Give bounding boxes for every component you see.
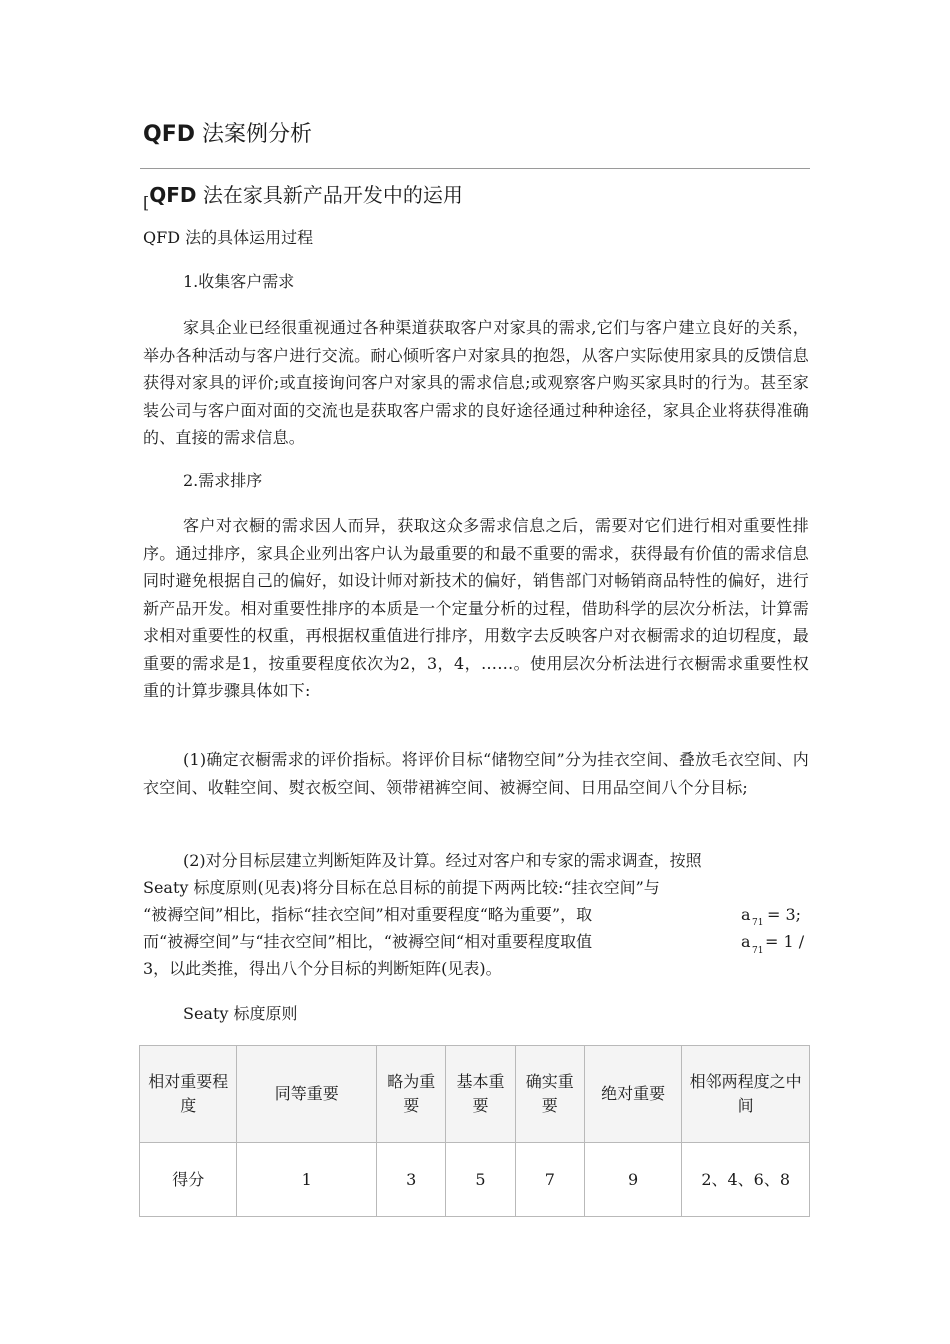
table-header-cell: 相对重要程度 [140,1046,237,1143]
table-header-cell: 绝对重要 [584,1046,681,1143]
table-cell: 3 [377,1143,446,1217]
table-header-cell: 相邻两程度之中间 [682,1046,810,1143]
formula-a71-term: a [741,905,751,924]
table-caption: Seaty 标度原则 [183,1004,298,1023]
table-header-cell: 略为重要 [377,1046,446,1143]
table-cell: 5 [446,1143,515,1217]
table-header-cell: 确实重要 [515,1046,584,1143]
paragraph-evaluation-indicators: (1)确定衣橱需求的评价指标。将评价目标“储物空间”分为挂衣空间、叠放毛衣空间、内衣空间、收鞋空间、熨衣板空间、领带裙裤空间、被褥空间、日用品空间八个分目标; [143,750,809,797]
step-2-heading: 2.需求排序 [183,471,263,490]
seaty-scale-table [139,1045,810,1217]
document-page: QFD 法案例分析 $_[$QFD 法在家具新产品开发中的运用 QFD 法的具体运用过程 1.收集客户需求 家具企业已经很重视通过各种渠道获取客户对家具的需求,它们与客户建立良好的关系，举办各种活动与客户进行交流。耐心倾听客户对家具的抱怨，从客户实际使用家具的反馈信息获得对家具的评价;或直接询问客户对家具的需求信息;或观察客户购买家具时的行为。甚至家装公司与客户面对面的交流也是获取客户需求的良好途径通过种种途径，家具企业将获得准确的、直接的需求信息。 2.需求排序 客户对衣橱的需求因人而异，获取这众多需求信息之后，需要对它们进行相对重要性排序。通过排序，家具企业列出客户认为最重要的和最不重要的需求，获得最有价值的需求信息同时避免根据自己的偏好，如设计师对新技术的偏好，销售部门对畅销商品特性的偏好，进行新产品开发。相对重要性排序的本质是一个定量分析的过程，借助科学的层次分析法，计算需求相对重要性的权重，再根据权重值进行排序，用数字去反映客户对衣橱需求的迫切程度，最重要的需求是1，按重要程度依次为2，3，4，……。使用层次分析法进行衣橱需求重要性权重的计算步骤具体如下: (1)确定衣橱需求的评价指标。将评价目标“储物空间”分为挂衣空间、叠放毛衣空间、内衣空间、收鞋空间、熨衣板空间、领带裙裤空间、被褥空间、日用品空间八个分目标; (2)对分目标层建立判断矩阵及计算。经过对客户和专家的需求调查，按照 Seaty 标度原则(见表)将分目标在总目标的前提下两两比较:“挂衣空间”与 “被褥空间”相比，指标“挂衣空间”相对重要程度“略为重要”，取 a 71 = 3; 而“被褥空间”与“挂衣空间”相比，“被褥空间“相对重要程度取值 a 71 = 1 / 3，以此类推，得出八个分目标的判断矩阵(见表)。 Seaty 标度原则 相对重要程度 同等重要 略为重要 基本重要 确实重要 绝对重要 相邻两程度之中间 得分 1 3 5 7 9 2、4、6、8 [0,0,950,1344]
formula-a71-term-2: a [741,932,751,951]
page-title: QFD 法案例分析 [143,122,312,147]
paragraph-collect-requirements: 家具企业已经很重视通过各种渠道获取客户对家具的需求,它们与客户建立良好的关系，举办各种活动与客户进行交流。耐心倾听客户对家具的抱怨，从客户实际使用家具的反馈信息获得对家具的评价;或直接询问客户对家具的需求信息;或观察客户购买家具时的行为。甚至家装公司与客户面对面的交流也是获取客户需求的良好途径通过种种途径，家具企业将获得准确的、直接的需求信息。 [143,318,809,447]
step-1-heading: 1.收集客户需求 [183,272,295,291]
table-cell: 2、4、6、8 [682,1143,810,1217]
title-divider [140,168,810,169]
article-subtitle: $_[$QFD 法在家具新产品开发中的运用 [143,183,463,212]
section-heading: QFD 法的具体运用过程 [143,228,314,247]
table-cell: 7 [515,1143,584,1217]
table-header-row [140,1046,810,1143]
table-header-cell: 基本重要 [446,1046,515,1143]
table-cell: 9 [584,1143,681,1217]
table-row [140,1143,810,1217]
table-cell: 得分 [140,1143,237,1217]
table-cell: 1 [237,1143,377,1217]
table-header-cell: 同等重要 [237,1046,377,1143]
paragraph-requirement-ranking: 客户对衣橱的需求因人而异，获取这众多需求信息之后，需要对它们进行相对重要性排序。通过排序，家具企业列出客户认为最重要的和最不重要的需求，获得最有价值的需求信息同时避免根据自己的偏好，如设计师对新技术的偏好，销售部门对畅销商品特性的偏好，进行新产品开发。相对重要性排序的本质是一个定量分析的过程，借助科学的层次分析法，计算需求相对重要性的权重，再根据权重值进行排序，用数字去反映客户对衣橱需求的迫切程度，最重要的需求是1，按重要程度依次为2，3，4，……。使用层次分析法进行衣橱需求重要性权重的计算步骤具体如下: [143,516,809,700]
